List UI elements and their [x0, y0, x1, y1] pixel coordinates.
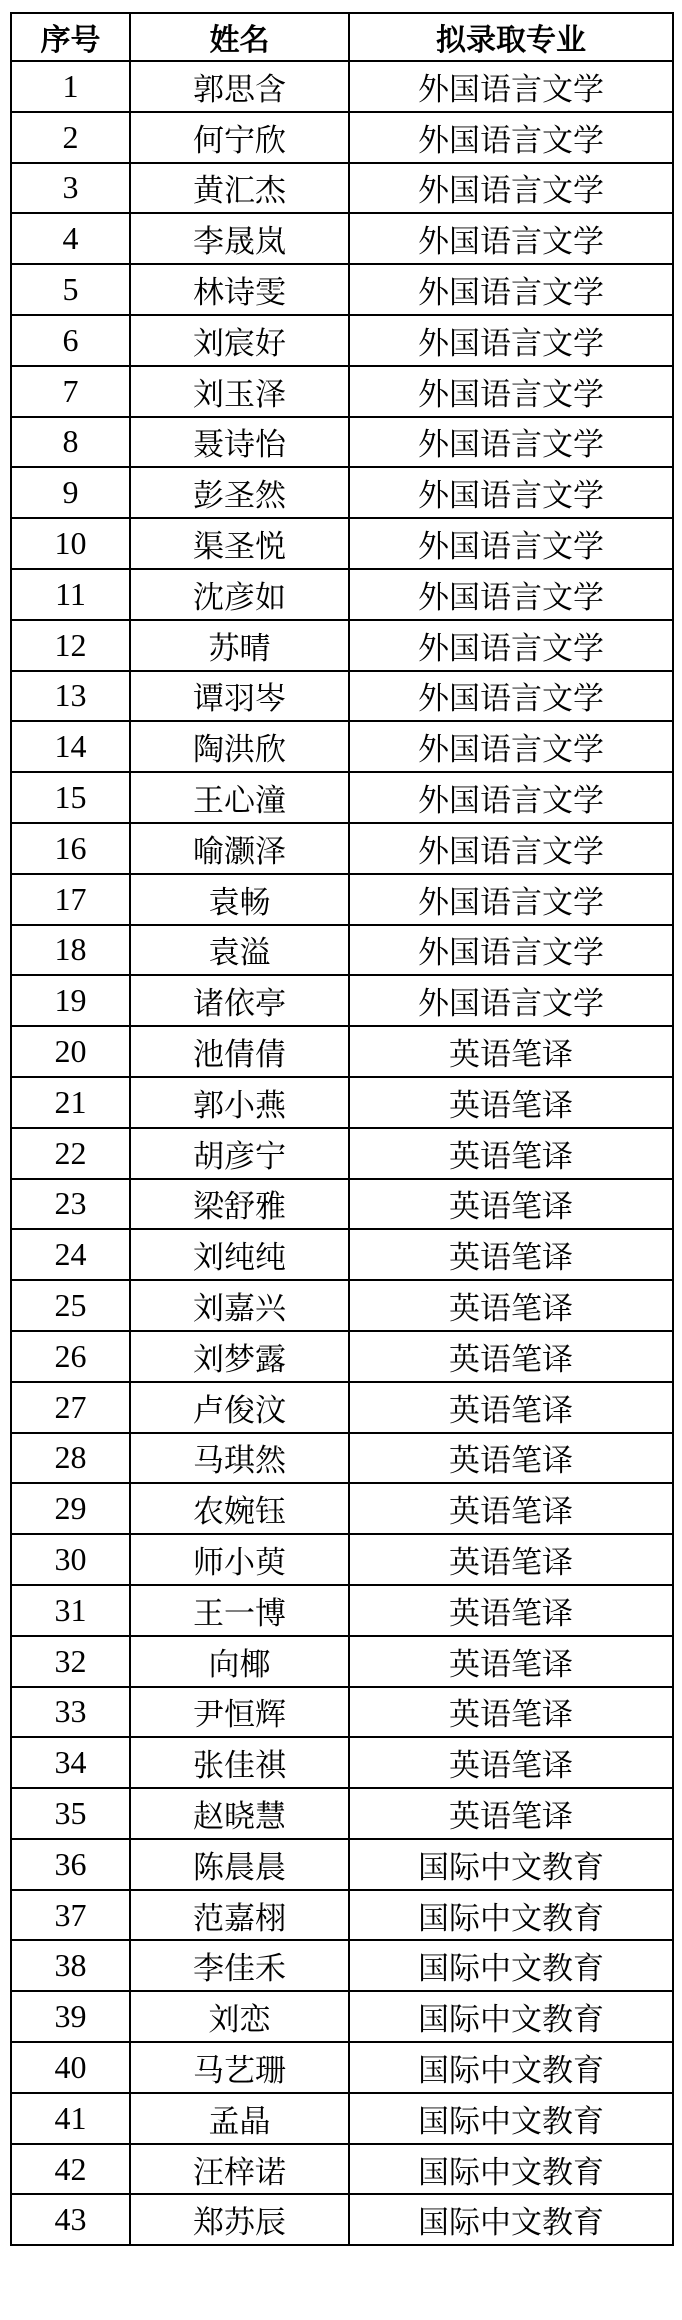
cell-serial-number: 17: [11, 874, 130, 925]
table-row: [11, 1890, 673, 1941]
cell-serial-number: 38: [11, 1940, 130, 1991]
cell-name: 赵晓慧: [130, 1788, 349, 1839]
cell-serial-number: 18: [11, 925, 130, 976]
table-row: [11, 467, 673, 518]
table-row: [11, 1280, 673, 1331]
cell-major: 外国语言文学: [349, 213, 673, 264]
cell-major: 英语笔译: [349, 1737, 673, 1788]
cell-name: 张佳祺: [130, 1737, 349, 1788]
table-row: [11, 2144, 673, 2195]
table-row: [11, 1026, 673, 1077]
table-row: [11, 1331, 673, 1382]
cell-major: 国际中文教育: [349, 2144, 673, 2195]
cell-serial-number: 21: [11, 1077, 130, 1128]
cell-name: 王一博: [130, 1585, 349, 1636]
cell-serial-number: 34: [11, 1737, 130, 1788]
cell-serial-number: 39: [11, 1991, 130, 2042]
cell-name: 马琪然: [130, 1433, 349, 1484]
cell-name: 梁舒雅: [130, 1179, 349, 1230]
cell-major: 英语笔译: [349, 1077, 673, 1128]
cell-major: 外国语言文学: [349, 874, 673, 925]
table-row: [11, 772, 673, 823]
cell-name: 袁溢: [130, 925, 349, 976]
cell-name: 刘恋: [130, 1991, 349, 2042]
cell-name: 郭思含: [130, 61, 349, 112]
cell-major: 英语笔译: [349, 1280, 673, 1331]
table-row: [11, 1229, 673, 1280]
table-row: [11, 1179, 673, 1230]
table-row: [11, 1940, 673, 1991]
table-row: [11, 61, 673, 112]
cell-major: 外国语言文学: [349, 671, 673, 722]
table-row: [11, 1737, 673, 1788]
cell-major: 外国语言文学: [349, 163, 673, 214]
cell-name: 卢俊汶: [130, 1382, 349, 1433]
cell-major: 外国语言文学: [349, 264, 673, 315]
cell-serial-number: 33: [11, 1687, 130, 1738]
cell-major: 英语笔译: [349, 1433, 673, 1484]
cell-name: 刘嘉兴: [130, 1280, 349, 1331]
table-row: [11, 2042, 673, 2093]
cell-name: 何宁欣: [130, 112, 349, 163]
cell-major: 国际中文教育: [349, 1991, 673, 2042]
cell-serial-number: 13: [11, 671, 130, 722]
table-row: [11, 112, 673, 163]
cell-major: 英语笔译: [349, 1636, 673, 1687]
cell-serial-number: 37: [11, 1890, 130, 1941]
cell-serial-number: 23: [11, 1179, 130, 1230]
cell-major: 英语笔译: [349, 1026, 673, 1077]
cell-major: 外国语言文学: [349, 61, 673, 112]
cell-major: 外国语言文学: [349, 315, 673, 366]
cell-major: 外国语言文学: [349, 417, 673, 468]
cell-serial-number: 19: [11, 975, 130, 1026]
cell-serial-number: 4: [11, 213, 130, 264]
table-row: [11, 1687, 673, 1738]
cell-serial-number: 15: [11, 772, 130, 823]
table-row: [11, 366, 673, 417]
cell-serial-number: 6: [11, 315, 130, 366]
cell-name: 彭圣然: [130, 467, 349, 518]
cell-name: 苏晴: [130, 620, 349, 671]
cell-name: 池倩倩: [130, 1026, 349, 1077]
cell-name: 郭小燕: [130, 1077, 349, 1128]
cell-serial-number: 20: [11, 1026, 130, 1077]
cell-major: 外国语言文学: [349, 518, 673, 569]
cell-serial-number: 3: [11, 163, 130, 214]
cell-name: 沈彦如: [130, 569, 349, 620]
cell-name: 刘玉泽: [130, 366, 349, 417]
cell-major: 外国语言文学: [349, 620, 673, 671]
cell-serial-number: 25: [11, 1280, 130, 1331]
cell-name: 袁畅: [130, 874, 349, 925]
header-major: 拟录取专业: [349, 13, 673, 61]
cell-serial-number: 30: [11, 1534, 130, 1585]
cell-major: 国际中文教育: [349, 1839, 673, 1890]
table-row: [11, 2093, 673, 2144]
cell-major: 英语笔译: [349, 1179, 673, 1230]
cell-serial-number: 16: [11, 823, 130, 874]
cell-name: 师小萸: [130, 1534, 349, 1585]
cell-major: 国际中文教育: [349, 2194, 673, 2245]
cell-serial-number: 29: [11, 1483, 130, 1534]
table-row: [11, 1839, 673, 1890]
table-row: [11, 925, 673, 976]
table-row: [11, 264, 673, 315]
cell-serial-number: 12: [11, 620, 130, 671]
cell-name: 李晟岚: [130, 213, 349, 264]
table-row: [11, 417, 673, 468]
cell-name: 范嘉栩: [130, 1890, 349, 1941]
table-row: [11, 1483, 673, 1534]
cell-serial-number: 31: [11, 1585, 130, 1636]
cell-major: 英语笔译: [349, 1382, 673, 1433]
table-row: [11, 1788, 673, 1839]
cell-name: 喻灏泽: [130, 823, 349, 874]
table-row: [11, 518, 673, 569]
table-row: [11, 823, 673, 874]
cell-name: 刘梦露: [130, 1331, 349, 1382]
cell-name: 孟晶: [130, 2093, 349, 2144]
cell-name: 汪梓诺: [130, 2144, 349, 2195]
cell-name: 农婉钰: [130, 1483, 349, 1534]
cell-name: 胡彦宁: [130, 1128, 349, 1179]
cell-serial-number: 43: [11, 2194, 130, 2245]
cell-major: 英语笔译: [349, 1534, 673, 1585]
header-serial-number: 序号: [11, 13, 130, 61]
table-row: [11, 1077, 673, 1128]
cell-major: 外国语言文学: [349, 366, 673, 417]
cell-serial-number: 26: [11, 1331, 130, 1382]
table-row: [11, 721, 673, 772]
cell-serial-number: 10: [11, 518, 130, 569]
cell-serial-number: 41: [11, 2093, 130, 2144]
cell-major: 国际中文教育: [349, 1940, 673, 1991]
cell-major: 国际中文教育: [349, 2093, 673, 2144]
table-row: [11, 315, 673, 366]
table-row: [11, 975, 673, 1026]
table-row: [11, 1636, 673, 1687]
cell-major: 英语笔译: [349, 1788, 673, 1839]
cell-serial-number: 27: [11, 1382, 130, 1433]
cell-serial-number: 24: [11, 1229, 130, 1280]
cell-name: 陈晨晨: [130, 1839, 349, 1890]
cell-major: 外国语言文学: [349, 721, 673, 772]
cell-name: 聂诗怡: [130, 417, 349, 468]
cell-name: 尹恒辉: [130, 1687, 349, 1738]
header-name: 姓名: [130, 13, 349, 61]
header-row: [11, 13, 673, 61]
cell-serial-number: 36: [11, 1839, 130, 1890]
table-row: [11, 1585, 673, 1636]
cell-serial-number: 40: [11, 2042, 130, 2093]
cell-major: 外国语言文学: [349, 467, 673, 518]
cell-serial-number: 28: [11, 1433, 130, 1484]
cell-major: 英语笔译: [349, 1687, 673, 1738]
table-row: [11, 1128, 673, 1179]
table-row: [11, 163, 673, 214]
cell-serial-number: 22: [11, 1128, 130, 1179]
cell-major: 外国语言文学: [349, 823, 673, 874]
cell-serial-number: 35: [11, 1788, 130, 1839]
cell-name: 林诗雯: [130, 264, 349, 315]
cell-serial-number: 11: [11, 569, 130, 620]
cell-major: 英语笔译: [349, 1229, 673, 1280]
cell-name: 王心潼: [130, 772, 349, 823]
cell-name: 刘纯纯: [130, 1229, 349, 1280]
cell-name: 谭羽岑: [130, 671, 349, 722]
cell-major: 外国语言文学: [349, 569, 673, 620]
cell-serial-number: 42: [11, 2144, 130, 2195]
table-row: [11, 1433, 673, 1484]
table-row: [11, 671, 673, 722]
cell-major: 国际中文教育: [349, 2042, 673, 2093]
table-row: [11, 620, 673, 671]
cell-name: 渠圣悦: [130, 518, 349, 569]
cell-name: 马艺珊: [130, 2042, 349, 2093]
cell-serial-number: 5: [11, 264, 130, 315]
cell-major: 英语笔译: [349, 1483, 673, 1534]
cell-serial-number: 32: [11, 1636, 130, 1687]
cell-major: 英语笔译: [349, 1331, 673, 1382]
admission-list: [10, 12, 674, 2246]
cell-major: 外国语言文学: [349, 772, 673, 823]
cell-name: 刘宸好: [130, 315, 349, 366]
cell-serial-number: 9: [11, 467, 130, 518]
cell-serial-number: 1: [11, 61, 130, 112]
cell-name: 诸依亭: [130, 975, 349, 1026]
cell-name: 李佳禾: [130, 1940, 349, 1991]
cell-name: 向椰: [130, 1636, 349, 1687]
cell-major: 外国语言文学: [349, 975, 673, 1026]
table-row: [11, 1991, 673, 2042]
cell-major: 英语笔译: [349, 1585, 673, 1636]
table-row: [11, 1534, 673, 1585]
table-row: [11, 569, 673, 620]
cell-major: 外国语言文学: [349, 925, 673, 976]
admission-table: [10, 12, 674, 2246]
cell-name: 陶洪欣: [130, 721, 349, 772]
cell-serial-number: 14: [11, 721, 130, 772]
table-row: [11, 1382, 673, 1433]
cell-serial-number: 7: [11, 366, 130, 417]
table-row: [11, 2194, 673, 2245]
cell-name: 郑苏辰: [130, 2194, 349, 2245]
cell-major: 英语笔译: [349, 1128, 673, 1179]
table-row: [11, 213, 673, 264]
cell-serial-number: 8: [11, 417, 130, 468]
cell-major: 国际中文教育: [349, 1890, 673, 1941]
table-row: [11, 874, 673, 925]
cell-name: 黄汇杰: [130, 163, 349, 214]
cell-serial-number: 2: [11, 112, 130, 163]
cell-major: 外国语言文学: [349, 112, 673, 163]
